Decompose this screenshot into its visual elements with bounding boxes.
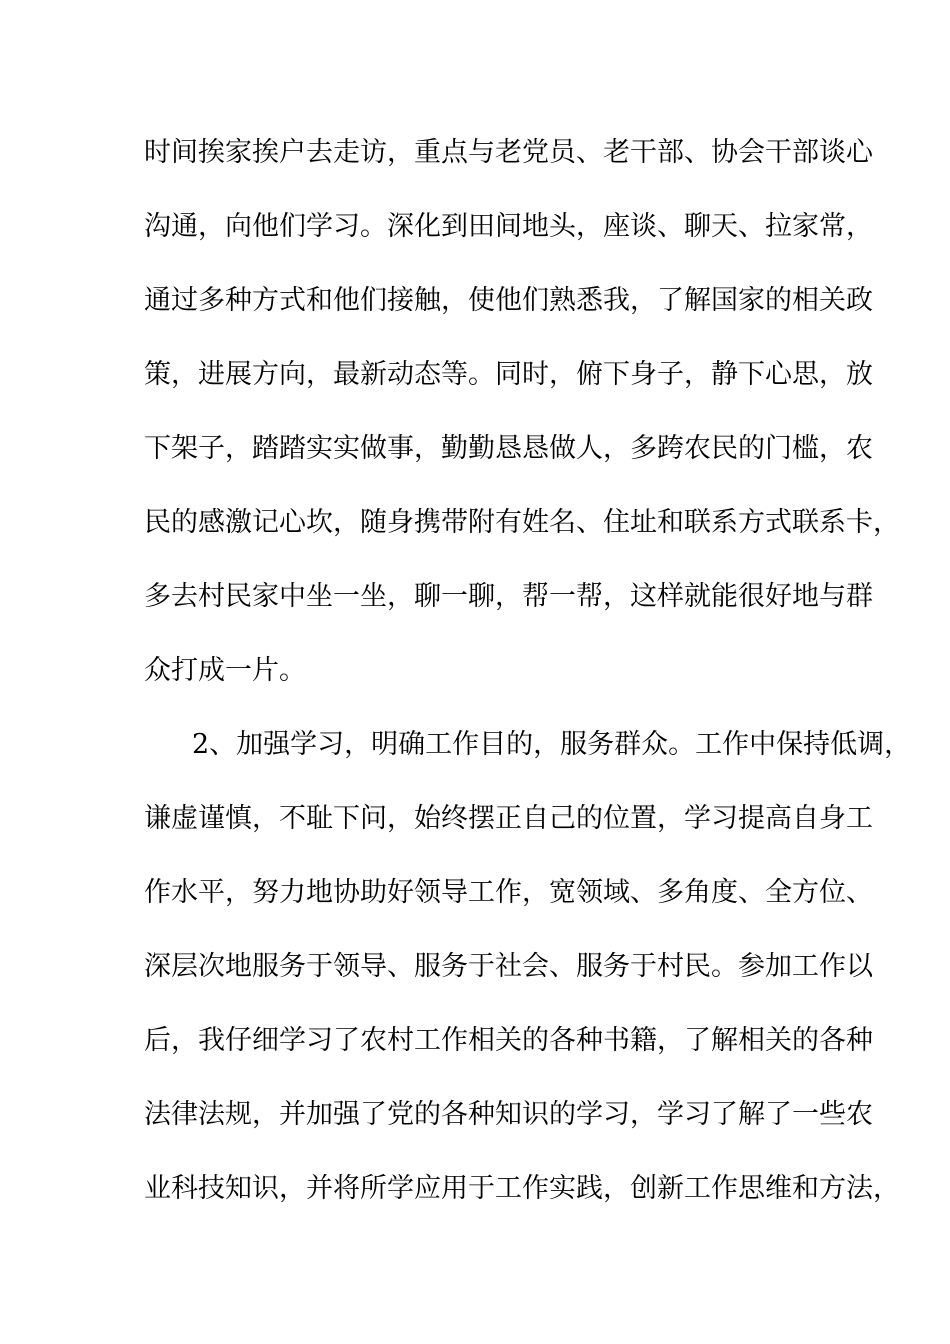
body-text-line: 法律法规，并加强了党的各种知识的学习，学习了解了一些农 <box>144 1099 873 1130</box>
body-text-line: 时间挨家挨户去走访，重点与老党员、老干部、协会干部谈心 <box>144 137 873 168</box>
body-text-line: 下架子，踏踏实实做事，勤勤恳恳做人，多跨农民的门槛，农 <box>144 433 873 464</box>
body-text-line: 深层次地服务于领导、服务于社会、服务于村民。参加工作以 <box>144 951 873 982</box>
body-text-line: 民的感激记心坎，随身携带附有姓名、住址和联系方式联系卡， <box>144 507 900 538</box>
paragraph-start-line: 2、加强学习，明确工作目的，服务群众。工作中保持低调， <box>192 729 912 760</box>
body-text-line: 作水平，努力地协助好领导工作，宽领域、多角度、全方位、 <box>144 877 873 908</box>
body-text-line: 通过多种方式和他们接触，使他们熟悉我，了解国家的相关政 <box>144 285 873 316</box>
body-text-line: 谦虚谨慎，不耻下问，始终摆正自己的位置，学习提高自身工 <box>144 803 873 834</box>
body-text-line: 业科技知识，并将所学应用于工作实践，创新工作思维和方法， <box>144 1173 900 1204</box>
body-text-line: 策，进展方向，最新动态等。同时，俯下身子，静下心思，放 <box>144 359 873 390</box>
body-text-line: 后，我仔细学习了农村工作相关的各种书籍，了解相关的各种 <box>144 1025 873 1056</box>
body-text-line: 众打成一片。 <box>144 655 306 686</box>
body-text-line: 沟通，向他们学习。深化到田间地头，座谈、聊天、拉家常， <box>144 211 873 242</box>
body-text-line: 多去村民家中坐一坐，聊一聊，帮一帮，这样就能很好地与群 <box>144 581 873 612</box>
